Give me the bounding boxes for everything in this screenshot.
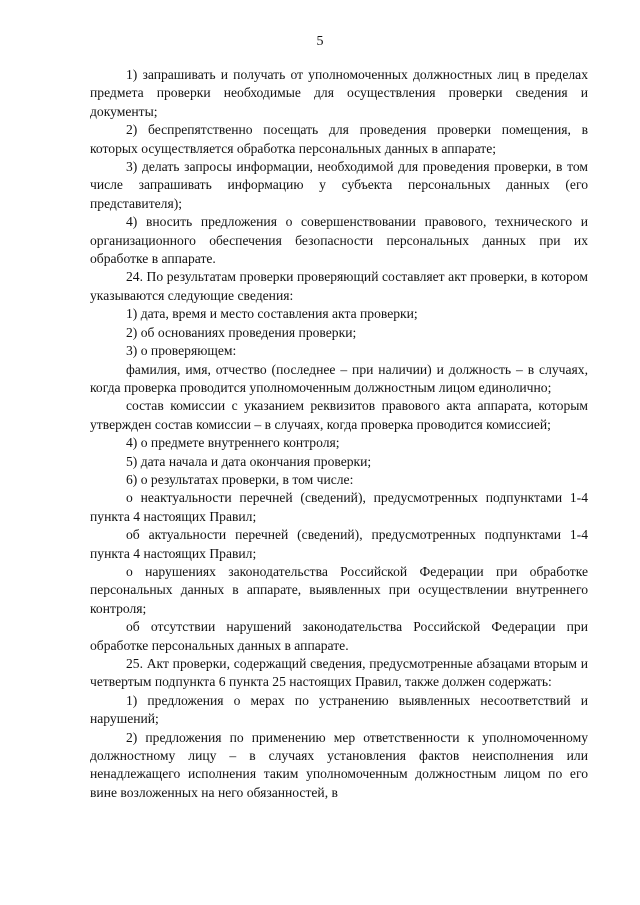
paragraph: 1) предложения о мерах по устранению выявленных несоответствий и нарушений; (90, 692, 588, 727)
paragraph: 3) делать запросы информации, необходимой для проведения проверки, в том числе запрашивать информацию у субъекта персональных данных (его представителя); (90, 159, 588, 211)
paragraph: 24. По результатам проверки проверяющий составляет акт проверки, в котором указываются следующие сведения: (90, 269, 588, 303)
paragraph: 3) о проверяющем: (126, 343, 237, 359)
paragraph: 5) дата начала и дата окончания проверки; (126, 453, 372, 469)
paragraph: об актуальности перечней (сведений), предусмотренных подпунктами 1-4 пункта 4 настоящих Правил; (90, 527, 588, 561)
paragraph: 2) об основаниях проведения проверки; (126, 324, 357, 340)
paragraph: 2) предложения по применению мер ответственности к уполномоченному должностному лицу – в случаях установления фактов неисполнения или ненадлежащего исполнения таким уполномоченным должностным лицом по его вине возложенных на него обязанностей, в (90, 729, 588, 800)
paragraph: 4) о предмете внутреннего контроля; (126, 435, 340, 451)
paragraph: о неактуальности перечней (сведений), предусмотренных подпунктами 1-4 пункта 4 настоящих Правил; (90, 490, 588, 524)
paragraph: 4) вносить предложения о совершенствовании правового, технического и организационного обеспечения безопасности персональных данных при их обработке в аппарате. (90, 214, 588, 267)
paragraph: об отсутствии нарушений законодательства Российской Федерации при обработке персональных данных в аппарате. (90, 619, 588, 653)
paragraph: 6) о результатах проверки, в том числе: (126, 471, 354, 487)
paragraph: 1) запрашивать и получать от уполномоченных должностных лиц в пределах предмета проверки необходимые для осуществления проверки сведения и документы; (90, 67, 588, 119)
paragraph: состав комиссии с указанием реквизитов правового акта аппарата, которым утвержден состав комиссии – в случаях, когда проверка проводится комиссией; (90, 398, 588, 432)
page-number: 5 (316, 34, 324, 49)
paragraph: о нарушениях законодательства Российской Федерации при обработке персональных данных в аппарате, выявленных при осуществлении внутреннего контроля; (90, 563, 588, 616)
paragraph: 2) беспрепятственно посещать для проведения проверки помещения, в которых осуществляется обработка персональных данных в аппарате; (90, 122, 588, 156)
document-body (90, 66, 588, 802)
paragraph: 25. Акт проверки, содержащий сведения, предусмотренные абзацами вторым и четвертым подпункта 6 пункта 25 настоящих Правил, также должен содержать: (90, 656, 588, 690)
paragraph: фамилия, имя, отчество (последнее – при наличии) и должность – в случаях, когда проверка проводится уполномоченным должностным лицом единолично; (90, 361, 588, 395)
paragraph: 1) дата, время и место составления акта проверки; (126, 306, 418, 322)
